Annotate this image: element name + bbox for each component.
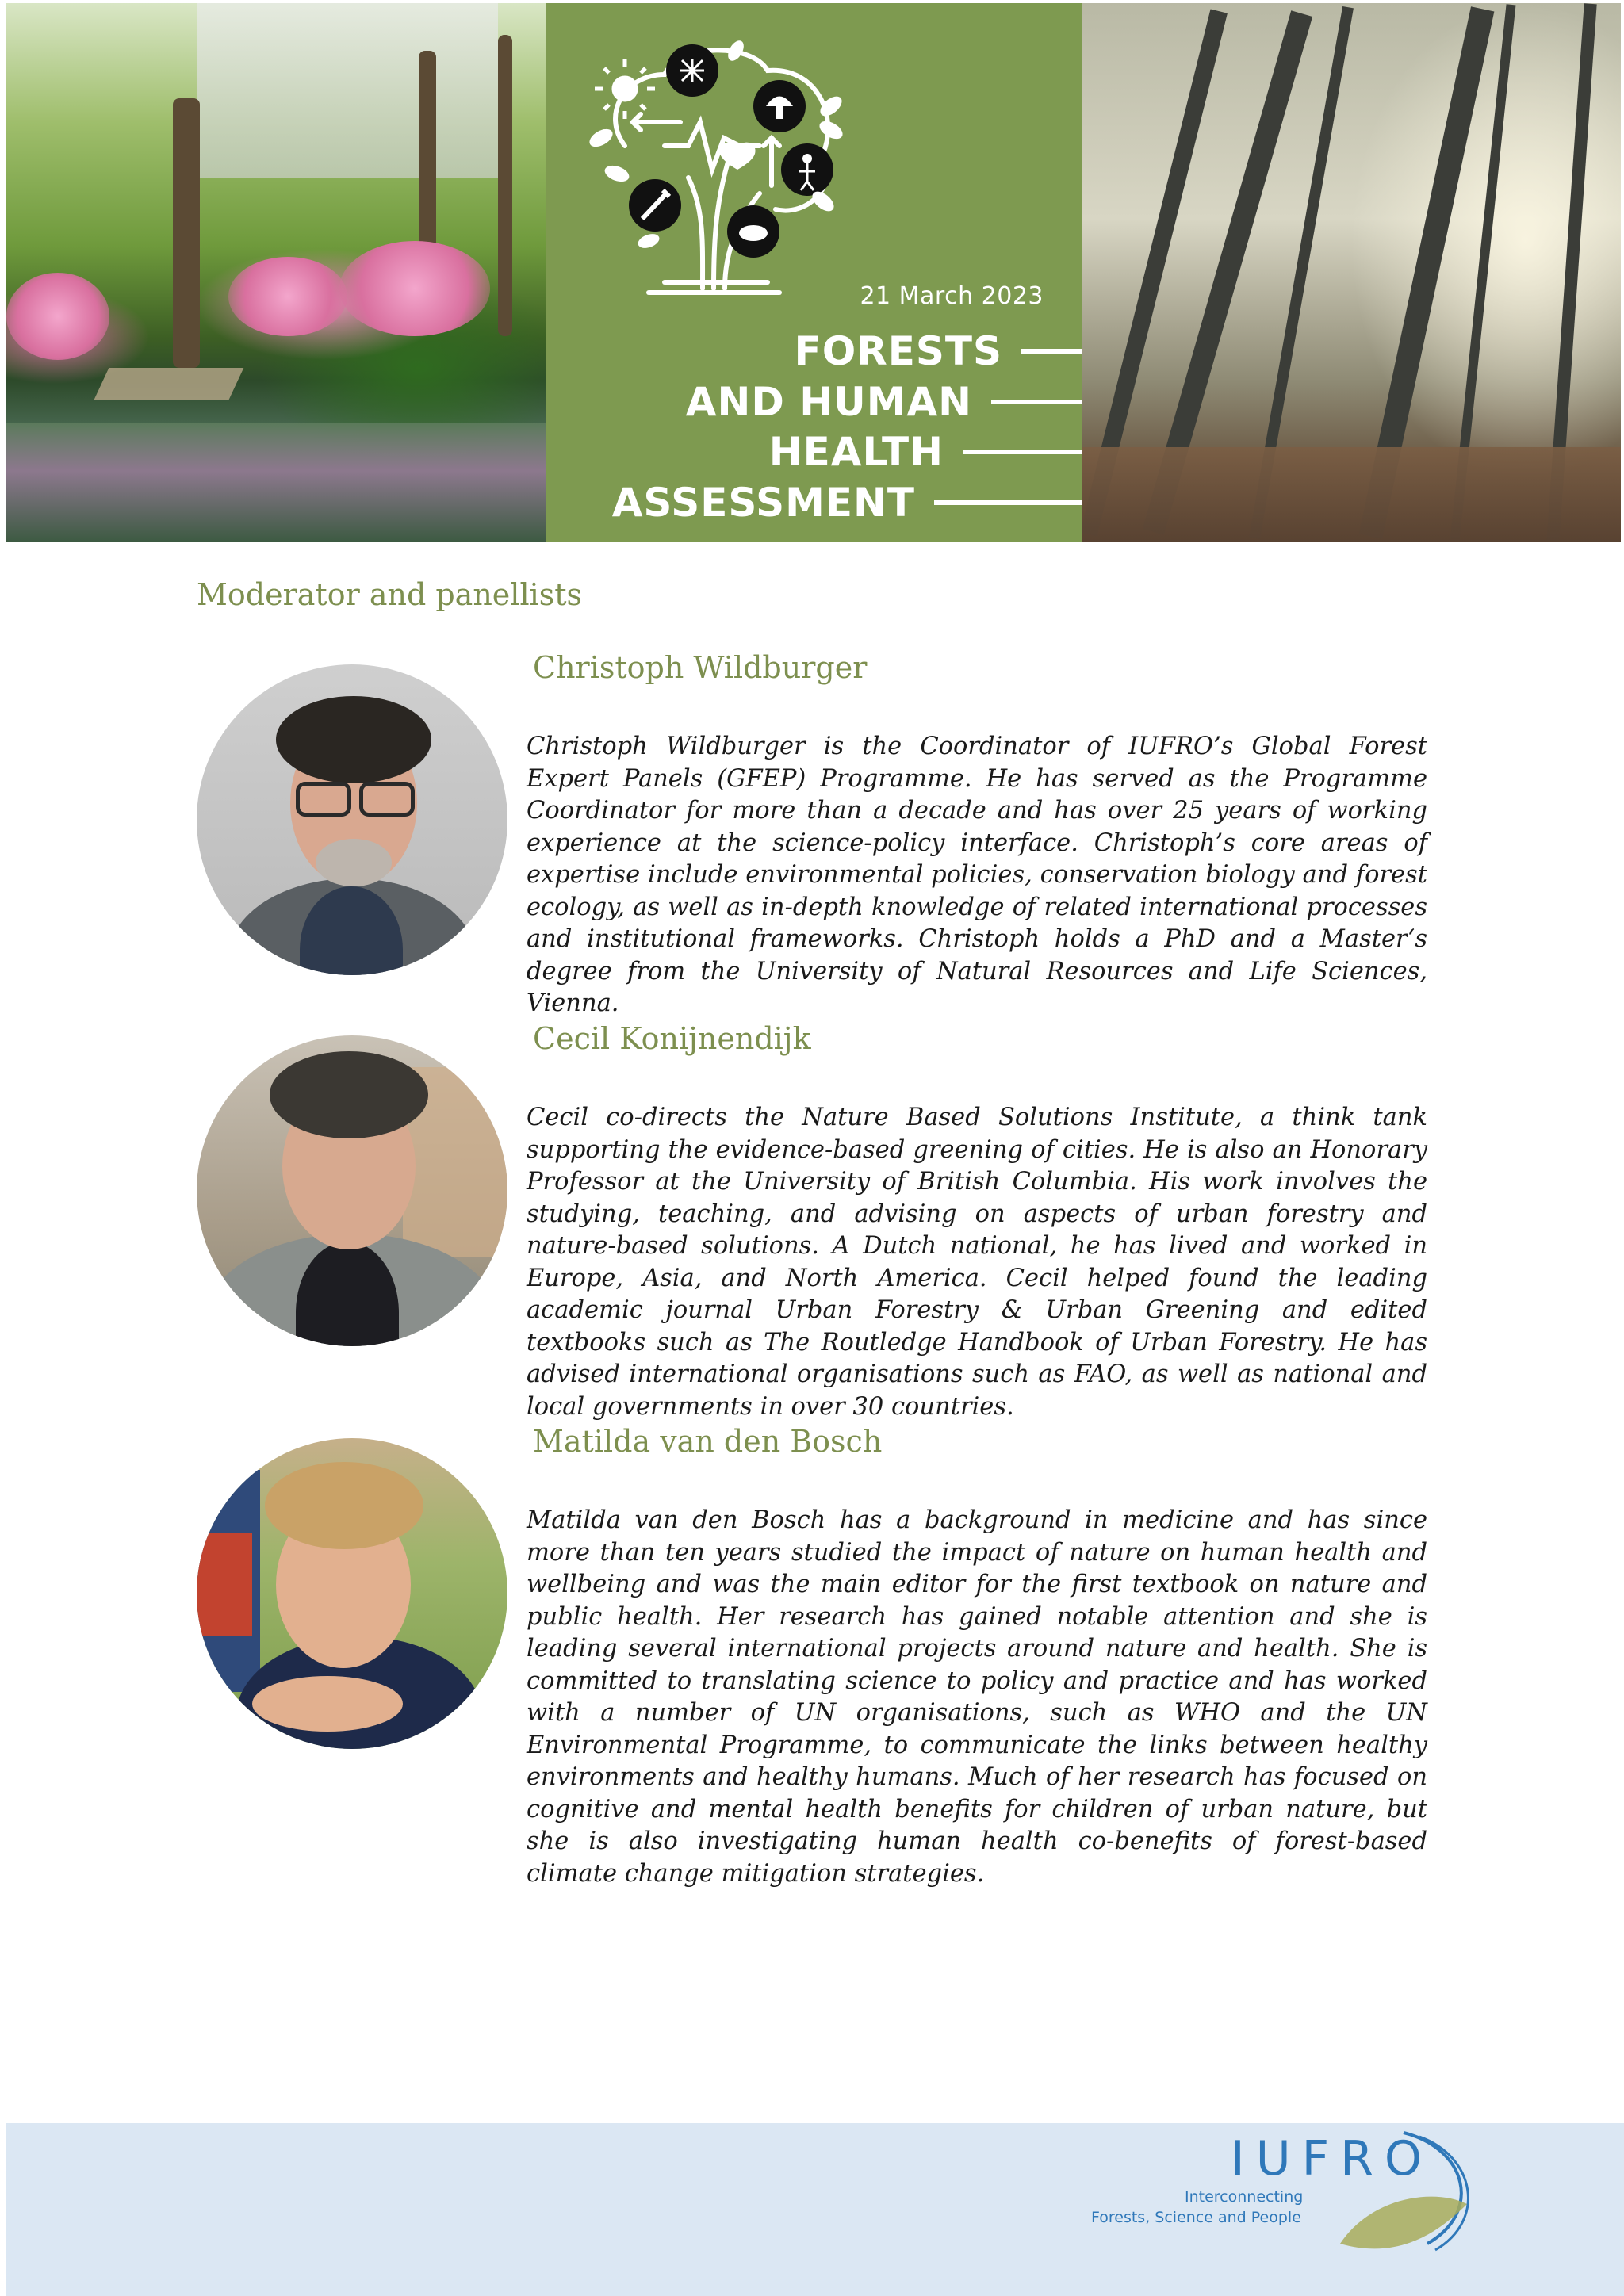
syringe-icon (629, 179, 681, 232)
panellist-bio: Cecil co-directs the Nature Based Solutions Institute, a think tank supporting the evidence-based greening of cities. He is also an Honorary Professor at the University of British Columbia. His work involves the studying, teaching, and advising on aspects of urban forestry and nature-based solutions. A Dutch national, he has lived and worked in Europe, Asia, and North America. Cecil helped found the leading academic journal Urban Forestry & Urban Greening and edited textbooks such as The Routledge Handbook of Urban Forestry. He has advised international organisations such as FAO, as well as national and local governments in over 30 countries. (527, 1104, 1427, 1421)
person-icon (781, 144, 833, 196)
iufro-tagline-2: Forests, Science and People (1091, 2209, 1301, 2226)
event-title-line-2: AND HUMAN (686, 379, 1082, 425)
header-banner (6, 3, 1621, 542)
panellist-name: Cecil Konijnendijk (533, 1021, 811, 1056)
section-heading: Moderator and panellists (197, 577, 583, 612)
panellist-card (197, 650, 1434, 1017)
avatar (197, 1438, 508, 1749)
panellist-name: Christoph Wildburger (533, 650, 868, 685)
park-photo (6, 3, 546, 542)
panellist-name: Matilda van den Bosch (533, 1424, 883, 1459)
panellist-card (197, 1021, 1434, 1421)
boar-icon (727, 205, 779, 258)
avatar (197, 1035, 508, 1346)
panellist-card (197, 1424, 1434, 1900)
event-title-line-1: FORESTS (795, 328, 1082, 374)
event-date: 21 March 2023 (860, 282, 1044, 310)
iufro-tagline-1: Interconnecting (1185, 2188, 1304, 2206)
event-title-line-3: HEALTH (769, 429, 1082, 475)
mushroom-icon (753, 80, 806, 132)
panellist-bio: Matilda van den Bosch has a background in medicine and has since more than ten years studied the impact of nature on human health and wellbeing and was the main editor for the first textbook on nature and public health. Her research has gained notable attention and she is leading several international projects around nature and health. She is committed to translating science to policy and practice and has worked with a number of UN organisations, such as WHO and the UN Environmental Programme, to communicate the links between healthy environments and healthy humans. Much of her research has focused on cognitive and mental health benefits for children of urban nature, but she is also investigating human health co-benefits of forest-based climate change mitigation strategies. (527, 1506, 1427, 1888)
iufro-logo-text: IUFRO (1231, 2131, 1434, 2187)
avatar (197, 664, 508, 975)
event-title-panel (546, 3, 1082, 542)
mosquito-icon (666, 44, 718, 97)
event-title-line-4: ASSESSMENT (612, 480, 1082, 526)
tree-logo (569, 27, 871, 328)
panellist-bio: Christoph Wildburger is the Coordinator of IUFRO’s Global Forest Expert Panels (GFEP) Programme. He has served as the Programme Coordinator for more than a decade and has over 25 years of working experience at the science-policy interface. Christoph’s core areas of expertise include environmental policies, conservation biology and forest ecology, as well as in-depth knowledge of related international processes and institutional frameworks. Christoph holds a PhD and a Master‘s degree from the University of Natural Resources and Life Sciences, Vienna. (527, 733, 1427, 1017)
sun-icon (595, 59, 655, 119)
forest-photo (1082, 3, 1621, 542)
